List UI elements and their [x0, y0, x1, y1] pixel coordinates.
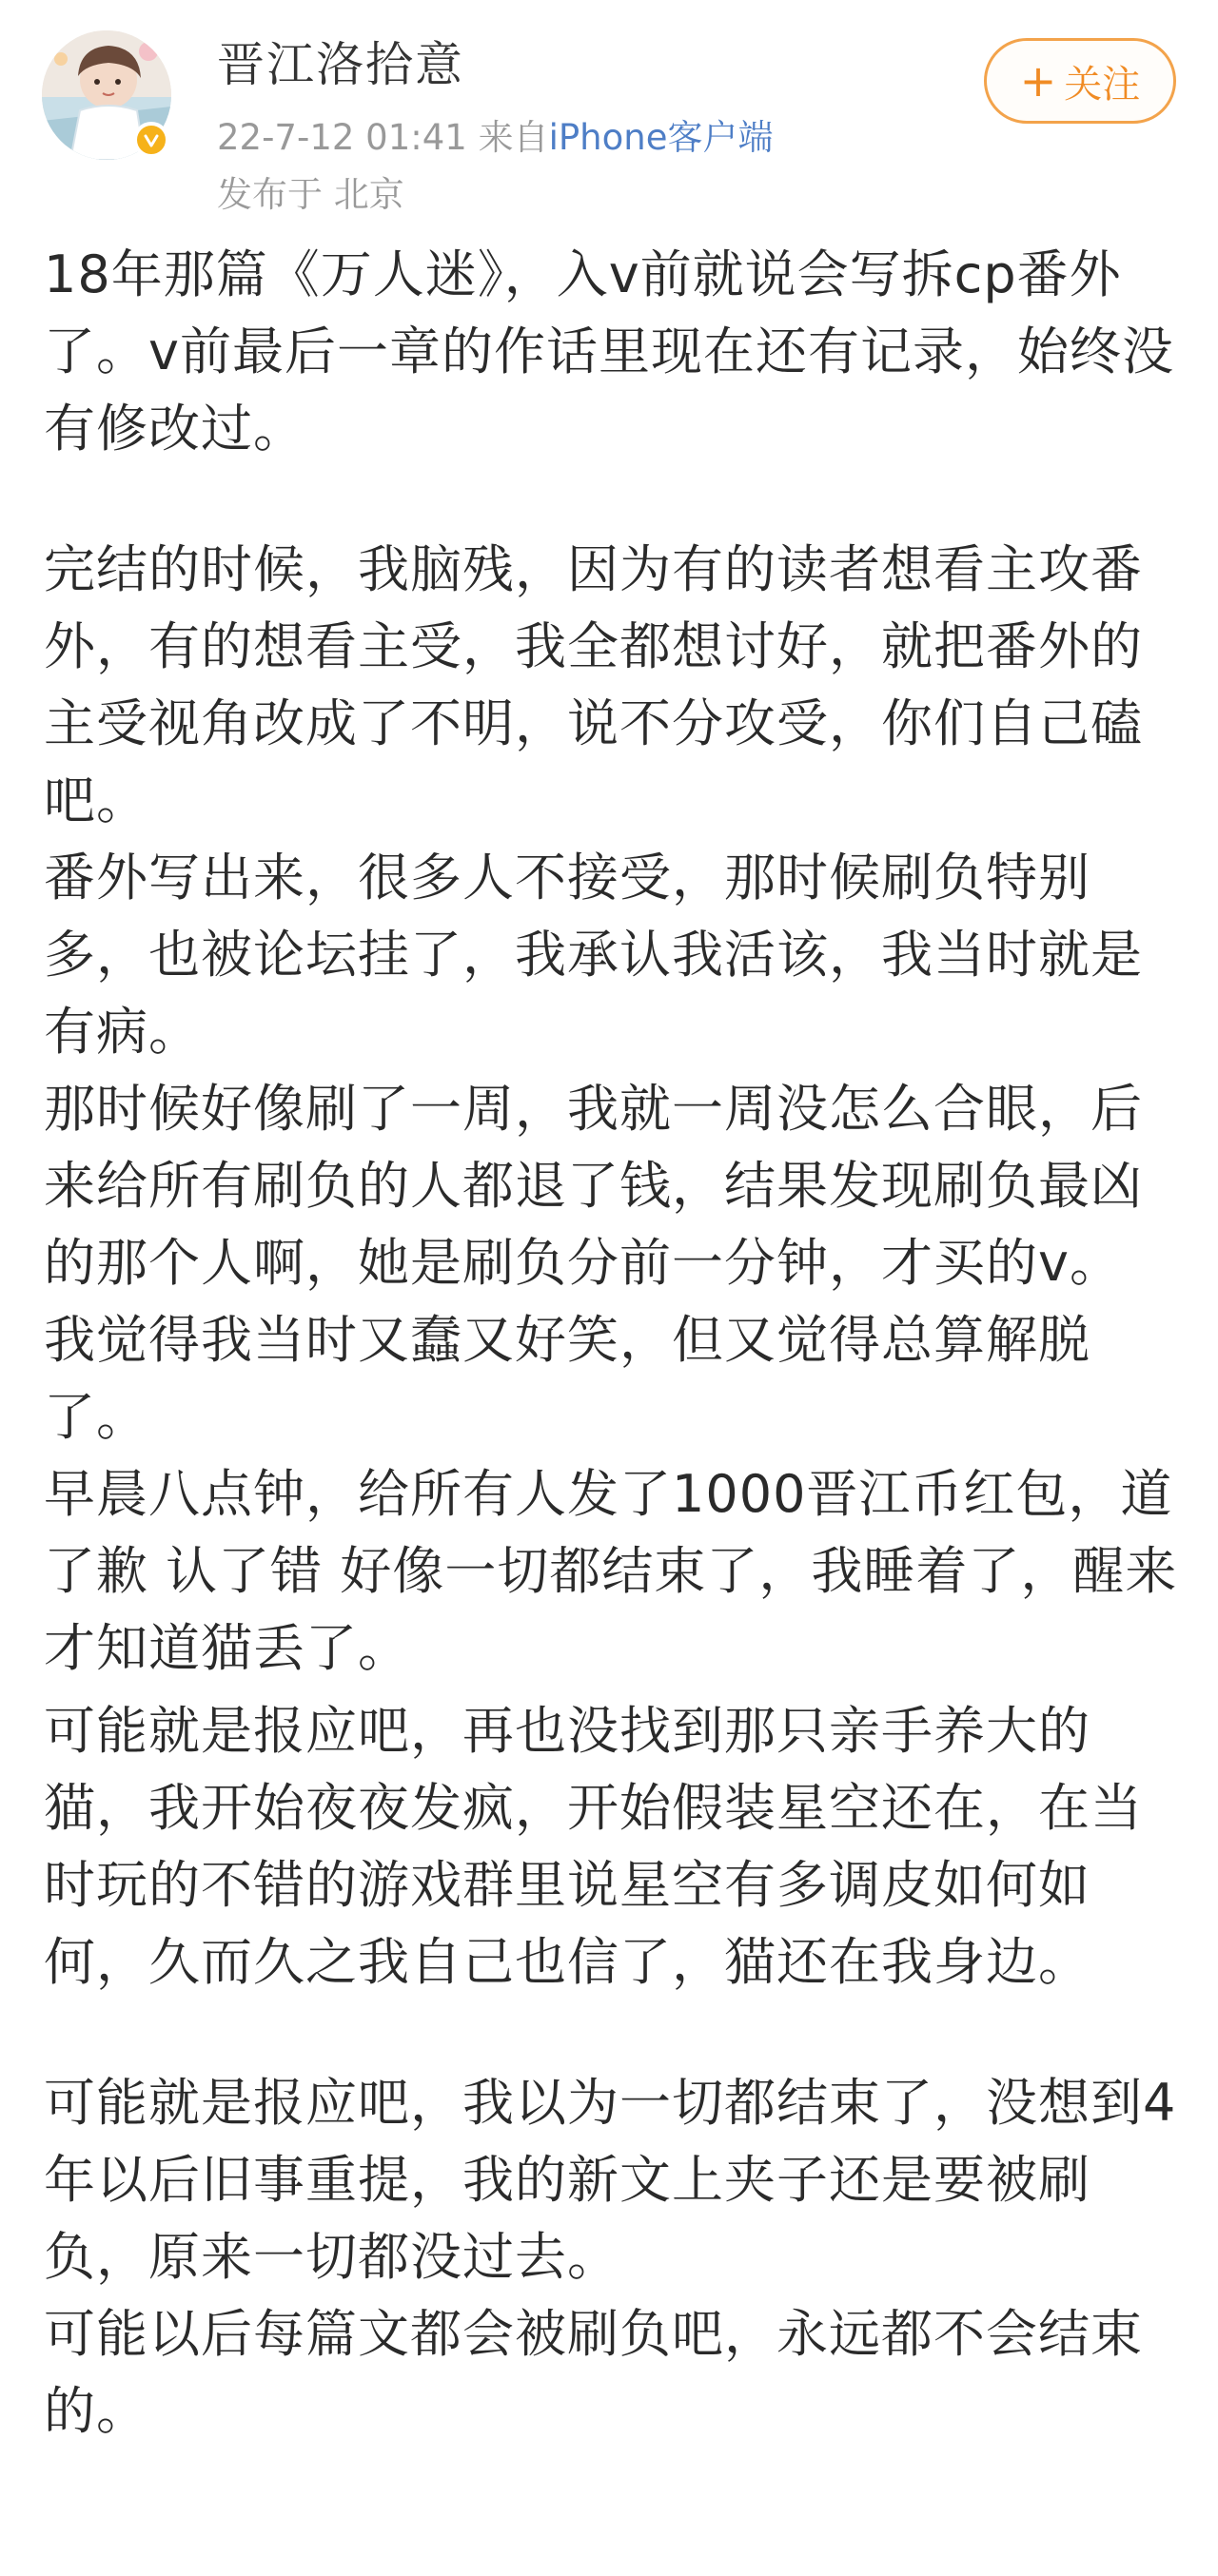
follow-button[interactable]: [984, 38, 1176, 124]
post-paragraph: 可能就是报应吧，我以为一切都结束了，没想到4年以后旧事重提，我的新文上夹子还是要被刷负，原来一切都没过去。: [44, 2073, 1177, 2287]
author-name[interactable]: 晋江洛拾意: [217, 37, 464, 92]
post-timestamp: 22-7-12 01:41: [217, 117, 467, 158]
source-prefix: 来自: [478, 117, 549, 158]
post-header: [0, 0, 1218, 214]
post-paragraph: 可能就是报应吧，再也没找到那只亲手养大的猫，我开始夜夜发疯，开始假装星空还在，在当时玩的不错的游戏群里说星空有多调皮如何如何，久而久之我自己也信了，猫还在我身边。: [44, 1701, 1143, 1992]
post-paragraph: 番外写出来，很多人不接受，那时候刷负特别多，也被论坛挂了，我承认我活该，我当时就是有病。: [44, 848, 1143, 1062]
post-location: 发布于 北京: [217, 174, 404, 215]
verified-badge-icon: [133, 122, 169, 158]
follow-label: 关注: [1064, 62, 1141, 107]
post-source[interactable]: iPhone客户端: [548, 117, 774, 158]
post-body: [44, 236, 1181, 2449]
post-meta: [217, 114, 773, 162]
post-paragraph: 早晨八点钟，给所有人发了1000晋江币红包，道了歉 认了错 好像一切都结束了，我睡着了，醒来才知道猫丢了。: [44, 1464, 1178, 1678]
post-paragraph: 我觉得我当时又蠢又好笑，但又觉得总算解脱了。: [44, 1310, 1090, 1447]
post-paragraph: 18年那篇《万人迷》，入v前就说会写拆cp番外了。v前最后一章的作话里现在还有记录，始终没有修改过。: [44, 244, 1174, 459]
post-paragraph: 完结的时候，我脑残，因为有的读者想看主攻番外，有的想看主受，我全都想讨好，就把番外的主受视角改成了不明，说不分攻受，你们自己磕吧。: [44, 539, 1143, 830]
plus-icon: +: [1019, 55, 1057, 107]
post-paragraph: 可能以后每篇文都会被刷负吧，永远都不会结束的。: [44, 2304, 1143, 2441]
post-paragraph: 那时候好像刷了一周，我就一周没怎么合眼，后来给所有刷负的人都退了钱，结果发现刷负最凶的那个人啊，她是刷负分前一分钟，才买的v。: [44, 1079, 1143, 1293]
